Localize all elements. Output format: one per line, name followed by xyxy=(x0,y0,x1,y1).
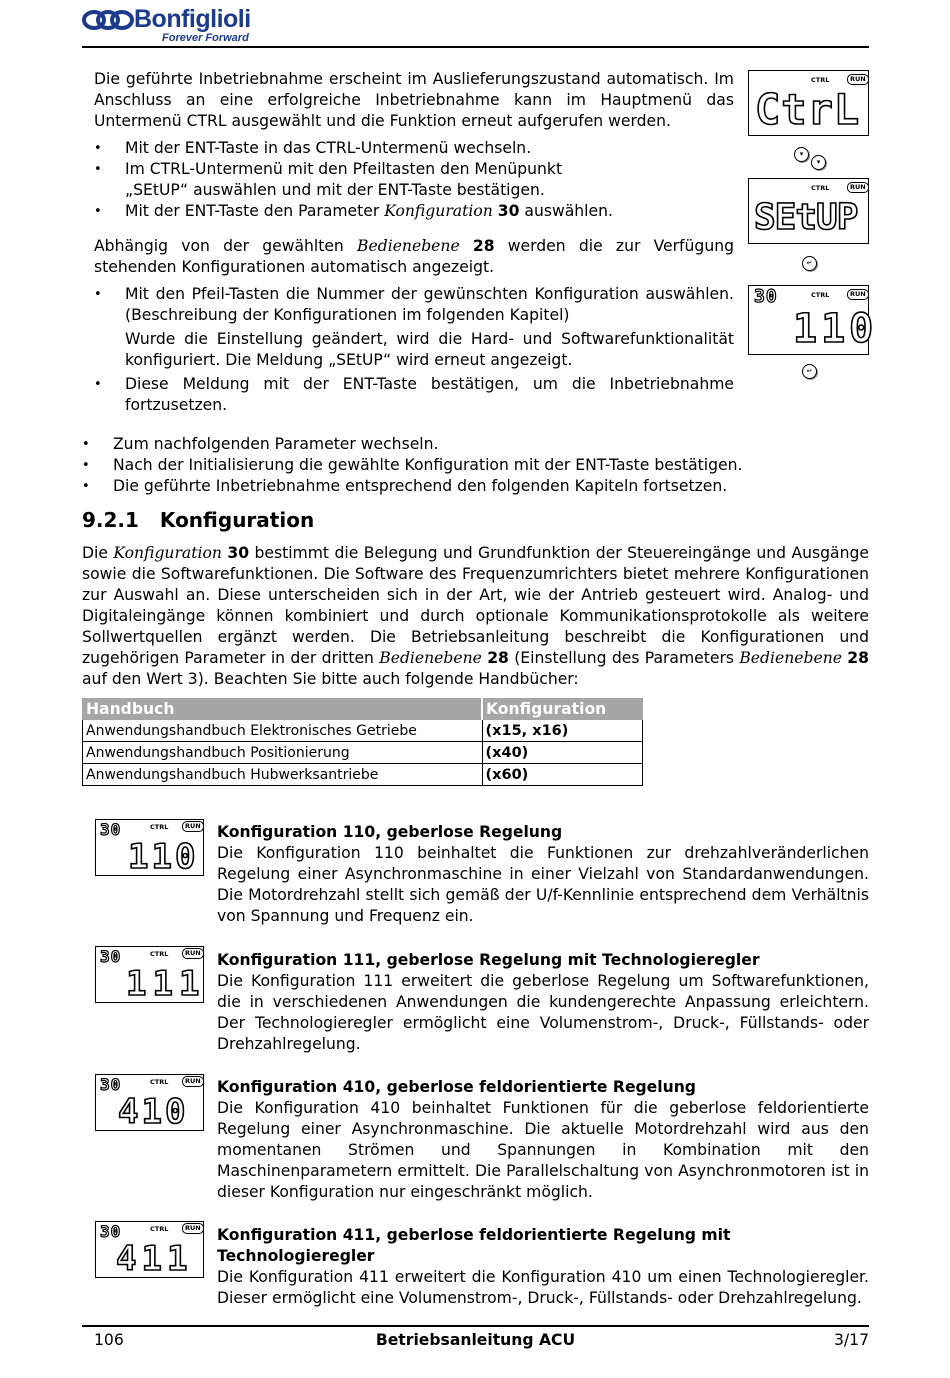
config-title: Konfiguration 410, geberlose feldorientierte Regelung xyxy=(217,1078,696,1096)
config-block-410 xyxy=(217,1077,869,1203)
arrow-key-icon: ▾ xyxy=(811,155,826,170)
config-lcd xyxy=(95,1221,204,1278)
lcd-ctrl-indicator: CTRL xyxy=(811,76,830,84)
config-description: Die Konfiguration 410 beinhaltet Funktionen für die geberlose feldorientierte Regelung einer Asynchronmaschine. Die aktuelle Motordrehzahl wird aus den momentanen Strömen und Spannungen in Kombination mit den Maschinenparametern ermittelt. Die Parallelschaltung von Asynchronmotoren ist in dieser Konfiguration nur eingeschränkt möglich. xyxy=(217,1099,869,1201)
table-header-row xyxy=(83,699,643,720)
table-cell: Anwendungshandbuch Positionierung xyxy=(83,742,483,764)
param-name: Bedienebene xyxy=(739,649,842,667)
lcd-ctrl-indicator: CTRL xyxy=(150,950,169,958)
document-version: 3/17 xyxy=(833,1331,869,1349)
brand-name: Bonfiglioli xyxy=(134,5,251,33)
section-heading xyxy=(82,508,314,532)
param-name: Konfiguration xyxy=(113,544,222,562)
config-description: Die Konfiguration 411 erweitert die Konfiguration 410 um einen Technologieregler. Dieser ermöglicht eine Volumenstrom-, Druck-, Füllstands- oder Drehzahlregelung. xyxy=(217,1268,869,1307)
list-item xyxy=(94,159,734,201)
brand-tagline: Forever Forward xyxy=(162,32,249,44)
config-block-111 xyxy=(217,950,869,1055)
table-cell: Anwendungshandbuch Hubwerksantriebe xyxy=(83,764,483,786)
arrow-key-icon: ▾ xyxy=(794,147,809,162)
config-title: Konfiguration 411, geberlose feldorientierte Regelung mit Technologieregler xyxy=(217,1226,731,1265)
text: Abhängig von der gewählten xyxy=(94,237,358,255)
select-steps xyxy=(94,284,734,326)
list-item: • Mit der ENT-Taste in das CTRL-Untermenü wechseln. xyxy=(94,138,734,159)
lcd-ctrl-indicator: CTRL xyxy=(150,823,169,831)
lcd-display-config xyxy=(748,285,878,355)
logo-mark-icon xyxy=(82,10,134,38)
list-item: • Die geführte Inbetriebnahme entsprechend den folgenden Kapiteln fortsetzen. xyxy=(82,476,782,497)
param-number: 28 xyxy=(487,649,509,667)
lcd-value: 410 xyxy=(118,1092,189,1132)
lcd-value: CtrL xyxy=(755,85,861,134)
param-name: Bedienebene xyxy=(379,649,482,667)
table-cell: (x15, x16) xyxy=(482,720,643,742)
table-row xyxy=(83,764,643,786)
intro-block xyxy=(94,69,734,416)
list-item-text: Im CTRL-Untermenü mit den Pfeiltasten den Menüpunkt xyxy=(125,160,563,178)
lcd-ctrl-indicator: CTRL xyxy=(811,184,830,192)
lcd-display-setup xyxy=(748,178,869,244)
param-name: Konfiguration xyxy=(384,202,493,220)
lcd-run-indicator: RUN xyxy=(847,74,869,85)
text: werden die zur Verfügung stehenden Konfigurationen automatisch angezeigt. xyxy=(94,237,734,276)
lcd-value: 110 xyxy=(793,306,878,352)
config-description: Die Konfiguration 110 beinhaltet die Funktionen zur drehzahlveränderlichen Regelung einer Asynchronmaschine in einer Vielzahl von Standardanwendungen. Die Motordrehzahl stellt sich gemäß der U/f-Kennlinie entsprechend dem Verhältnis von Spannung und Frequenz ein. xyxy=(217,844,869,925)
config-title: Konfiguration 111, geberlose Regelung mit Technologieregler xyxy=(217,951,760,969)
lcd-run-indicator: RUN xyxy=(182,821,204,832)
lcd-value: 110 xyxy=(128,837,199,877)
text: bestimmt die Belegung und Grundfunktion der Steuereingänge und Ausgänge sowie die Softwarefunktionen. Die Software des Frequenzumrichters bietet mehrere Konfigurationen zur Auswahl an. Diese unterscheiden sich in der Art, wie der Antrieb gesteuert wird. Analog- und Digitaleingänge können kombiniert und durch optionale Kommunikationsprotokolle als weitere Sollwertquellen ergänzt werden. Die Betriebsanleitung beschreibt die Konfigurationen und zugehörigen Parameter in der dritten xyxy=(82,544,869,667)
param-number: 30 xyxy=(497,202,520,220)
config-description: Die Konfiguration 111 erweitert die geberlose Regelung um Softwarefunktionen, die in verschiedenen Anwendungen die kundengerechte Anpassung erleichtern. Der Technologieregler ermöglicht eine Volumenstrom-, Druck-, Füllstands- oder Drehzahlregelung. xyxy=(217,972,869,1053)
lcd-run-indicator: RUN xyxy=(182,1223,204,1234)
config-title: Konfiguration 110, geberlose Regelung xyxy=(217,823,563,841)
lcd-ctrl-indicator: CTRL xyxy=(150,1225,169,1233)
list-item-text: „SEtUP“ auswählen und mit der ENT-Taste bestätigen. xyxy=(125,181,545,199)
lcd-param-number: 30 xyxy=(100,820,122,839)
lcd-run-indicator: RUN xyxy=(182,1076,204,1087)
lcd-run-indicator: RUN xyxy=(847,289,869,300)
lcd-param-number: 30 xyxy=(100,947,122,966)
intro-steps xyxy=(94,138,734,222)
ent-key-icon: ↵ xyxy=(802,364,817,379)
param-name: Bedienebene xyxy=(357,237,460,255)
config-lcd xyxy=(95,819,204,876)
text: (Einstellung des Parameters xyxy=(508,649,740,667)
lcd-param-number: 30 xyxy=(100,1222,122,1241)
list-item: • Nach der Initialisierung die gewählte Konfiguration mit der ENT-Taste bestätigen. xyxy=(82,455,782,476)
page-number: 106 xyxy=(94,1331,124,1349)
lcd-ctrl-indicator: CTRL xyxy=(150,1078,169,1086)
list-item: • Mit den Pfeil-Tasten die Nummer der gewünschten Konfiguration auswählen. (Beschreibung der Konfigurationen im folgenden Kapitel) xyxy=(94,284,734,326)
list-item-continuation: Wurde die Einstellung geändert, wird die Hard- und Softwarefunktionalität konfiguriert. Die Meldung „SEtUP“ wird erneut angezeigt. xyxy=(125,330,734,369)
manuals-table xyxy=(82,698,643,786)
config-block-411 xyxy=(217,1225,869,1309)
list-item xyxy=(94,201,734,222)
lcd-value: 111 xyxy=(126,964,206,1004)
lcd-value: SEtUP xyxy=(754,197,858,238)
table-cell: (x40) xyxy=(482,742,643,764)
list-item: • Diese Meldung mit der ENT-Taste bestätigen, um die Inbetriebnahme fortzusetzen. xyxy=(94,374,734,416)
intro-paragraph: Die geführte Inbetriebnahme erscheint im Auslieferungszustand automatisch. Im Anschluss an eine erfolgreiche Inbetriebnahme kann im Hauptmenü das Untermenü CTRL ausgewählt und die Funktion erneut aufgerufen werden. xyxy=(94,70,734,130)
final-steps-list xyxy=(82,434,782,497)
config-lcd xyxy=(95,1074,204,1131)
param-number: 28 xyxy=(472,237,495,255)
lcd-param-number: 30 xyxy=(754,286,778,307)
document-title: Betriebsanleitung ACU xyxy=(375,1331,576,1349)
section-paragraph xyxy=(82,543,869,690)
table-header-cell: Konfiguration xyxy=(482,699,643,720)
final-steps xyxy=(82,434,782,497)
ent-key-icon: ↵ xyxy=(802,256,817,271)
text: Mit der ENT-Taste den Parameter xyxy=(125,202,385,220)
config-block-110 xyxy=(217,822,869,927)
table-cell: Anwendungshandbuch Elektronisches Getriebe xyxy=(83,720,483,742)
level-paragraph xyxy=(94,236,734,278)
param-number: 30 xyxy=(227,544,250,562)
lcd-value: 411 xyxy=(116,1239,193,1279)
config-lcd xyxy=(95,946,204,1003)
footer-rule xyxy=(82,1325,869,1327)
lcd-param-number: 30 xyxy=(100,1075,122,1094)
param-number: 28 xyxy=(847,649,869,667)
table-row xyxy=(83,742,643,764)
lcd-run-indicator: RUN xyxy=(847,182,869,193)
text: auswählen. xyxy=(519,202,613,220)
text: Die xyxy=(82,544,114,562)
table-cell: (x60) xyxy=(482,764,643,786)
section-title: Konfiguration xyxy=(159,508,315,532)
list-item: • Zum nachfolgenden Parameter wechseln. xyxy=(82,434,782,455)
header-rule xyxy=(82,46,869,48)
table-row xyxy=(83,720,643,742)
table-header-cell: Handbuch xyxy=(83,699,483,720)
confirm-steps xyxy=(94,374,734,416)
lcd-run-indicator: RUN xyxy=(182,948,204,959)
lcd-display-ctrl xyxy=(748,70,869,136)
text: auf den Wert 3). Beachten Sie bitte auch folgende Handbücher: xyxy=(82,670,579,688)
section-number: 9.2.1 xyxy=(82,508,139,532)
lcd-ctrl-indicator: CTRL xyxy=(811,291,830,299)
